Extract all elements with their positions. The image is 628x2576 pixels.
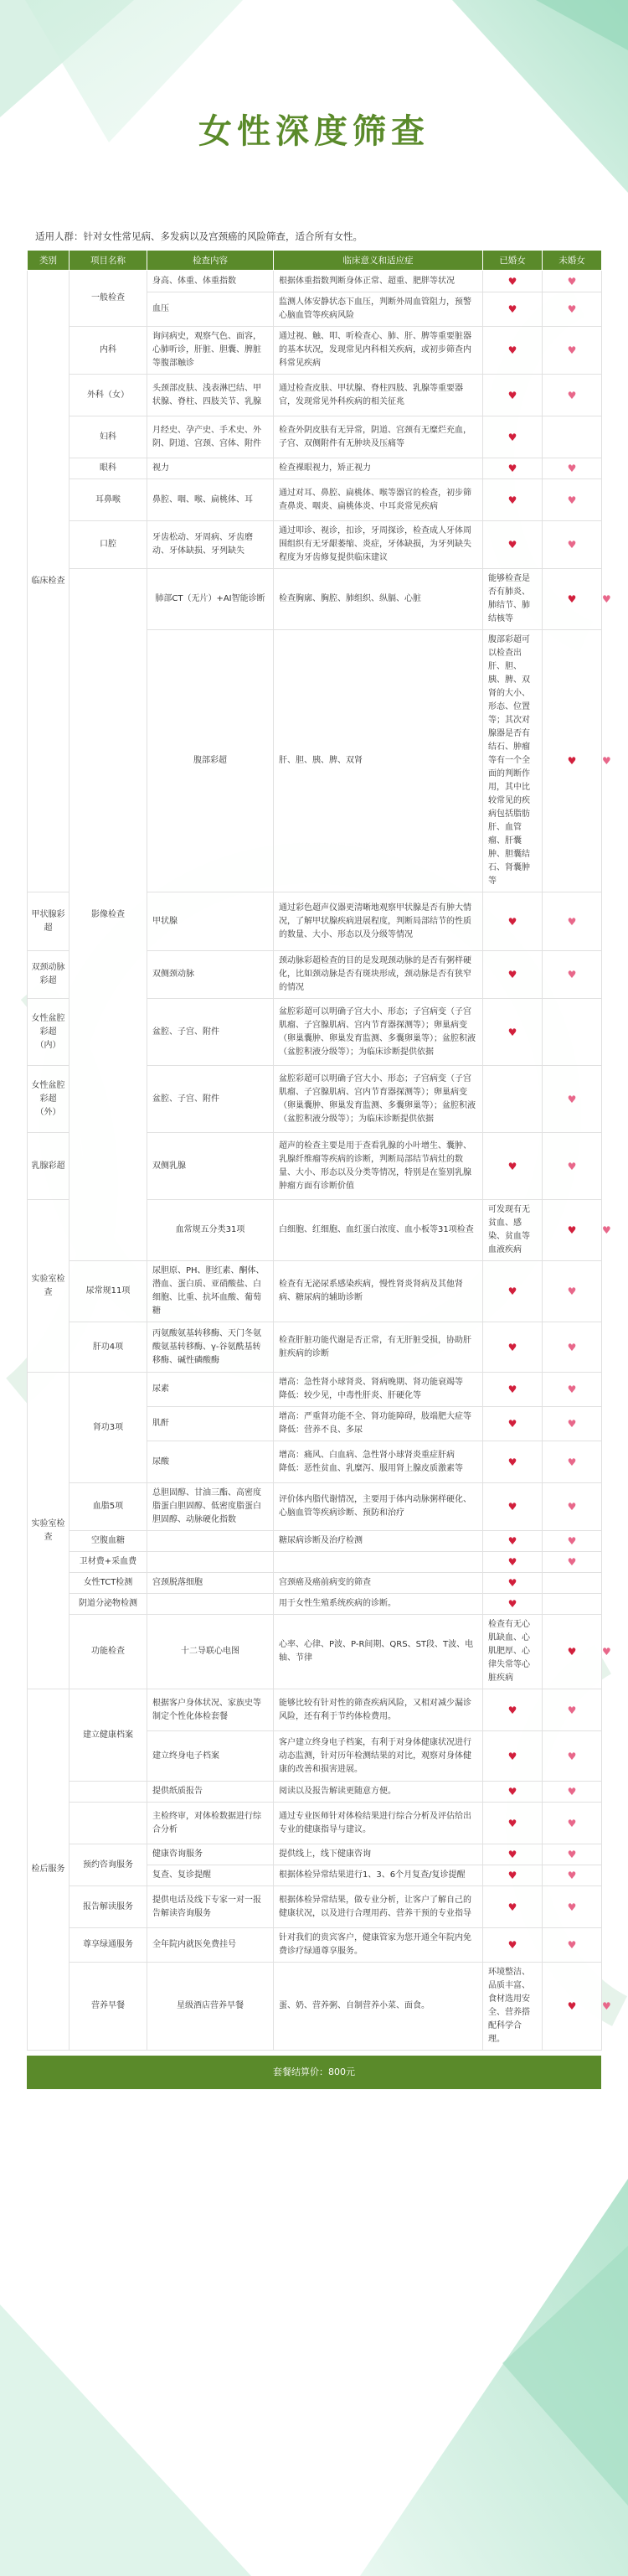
item-name-cell: 甲状腺彩超 bbox=[28, 892, 69, 951]
married-heart-icon: ♥ bbox=[483, 1322, 543, 1373]
married-heart-icon: ♥ bbox=[483, 1782, 543, 1803]
content-cell: 丙氨酸氨基转移酶、天门冬氨酸氨基转移酶、γ-谷氨酰基转移酶、碱性磷酸酶 bbox=[147, 1322, 274, 1373]
header-married: 已婚女 bbox=[483, 251, 543, 271]
married-heart-icon: ♥ bbox=[483, 1407, 543, 1441]
item-name-cell: 卫材费+采血费 bbox=[69, 1552, 147, 1573]
category-cell: 影像检查 bbox=[69, 569, 147, 1261]
item-name-cell: 十二导联心电图 bbox=[147, 1615, 274, 1689]
table-row bbox=[28, 375, 602, 416]
meaning-cell: 超声的检查主要是用于查看乳腺的小叶增生、囊肿、乳腺纤维瘤等疾病的诊断，判断局部结节病灶的数量、大小、形态以及分类等情况，特别是在鉴别乳腺肿瘤方面有诊断价值 bbox=[274, 1133, 483, 1200]
meaning-cell: 通过专业医师针对体检结果进行综合分析及评估给出专业的健康指导与建议。 bbox=[274, 1803, 483, 1844]
category-cell: 实验室检查 bbox=[28, 1200, 69, 1373]
category-cell: 功能检查 bbox=[69, 1615, 147, 1689]
package-card bbox=[27, 220, 611, 2089]
table-row bbox=[28, 1531, 602, 1552]
item-name-cell: 外科（女） bbox=[69, 375, 147, 416]
married-heart-icon: ♥ bbox=[483, 1483, 543, 1531]
meaning-cell: 能够检查是否有肺炎、肺结节、肺结核等 bbox=[483, 569, 543, 630]
content-cell: 提供电话及线下专家一对一报告解读咨询服务 bbox=[147, 1886, 274, 1928]
married-heart-icon: ♥ bbox=[483, 999, 543, 1066]
unmarried-heart-icon: ♥ bbox=[543, 1844, 602, 1865]
meaning-cell: 检查肝脏功能代谢是否正常，有无肝脏受损，协助肝脏疾病的诊断 bbox=[274, 1322, 483, 1373]
unmarried-heart-icon: ♥ bbox=[543, 951, 602, 999]
meaning-cell: 能够比较有针对性的筛查疾病风险，又相对减少漏诊风险，还有利于节约体检费用。 bbox=[274, 1689, 483, 1731]
meaning-cell: 评价体内脂代谢情况，主要用于体内动脉粥样硬化、心脑血管等疾病诊断、预防和治疗 bbox=[274, 1483, 483, 1531]
married-heart-icon: ♥ bbox=[483, 1731, 543, 1782]
table-row bbox=[28, 1928, 602, 1963]
item-name-cell: 双颈动脉彩超 bbox=[28, 951, 69, 999]
meaning-cell: 检查裸眼视力，矫正视力 bbox=[274, 458, 483, 479]
married-heart-icon: ♥ bbox=[543, 630, 602, 892]
price-footer: 套餐结算价：800元 bbox=[27, 2056, 601, 2089]
table-row: 影像检查 肺部CT（无片）+AI智能诊断 检查胸廓、胸腔、肺组织、纵膈、心脏 能够检查是否有肺炎、肺结节、肺结核等 ♥ ♥ bbox=[28, 569, 602, 630]
table-row bbox=[28, 1594, 602, 1615]
item-name-cell: 耳鼻喉 bbox=[69, 479, 147, 521]
table-row bbox=[28, 458, 602, 479]
table-row bbox=[28, 521, 602, 569]
content-cell: 视力 bbox=[147, 458, 274, 479]
item-name-cell: 妇科 bbox=[69, 416, 147, 458]
header-unmarried: 未婚女 bbox=[543, 251, 602, 271]
married-heart-icon: ♥ bbox=[483, 1552, 543, 1573]
unmarried-heart-icon: ♥ bbox=[543, 1782, 602, 1803]
married-heart-icon: ♥ bbox=[483, 1573, 543, 1594]
content-cell: 蛋、奶、营养粥、自制营养小菜、面食。 bbox=[274, 1963, 483, 2051]
married-heart-icon: ♥ bbox=[483, 1886, 543, 1928]
meaning-cell: 用于女性生殖系统疾病的诊断。 bbox=[274, 1594, 483, 1615]
married-heart-icon: ♥ bbox=[483, 271, 543, 292]
married-heart-icon: ♥ bbox=[483, 1261, 543, 1322]
unmarried-heart-icon: ♥ bbox=[543, 375, 602, 416]
married-heart-icon: ♥ bbox=[483, 892, 543, 951]
item-name-cell: 口腔 bbox=[69, 521, 147, 569]
unmarried-heart-icon: ♥ bbox=[543, 1483, 602, 1531]
item-name-cell: 报告解读服务 bbox=[69, 1886, 147, 1928]
unmarried-heart-icon bbox=[543, 999, 602, 1066]
header-category: 类别 bbox=[28, 251, 69, 271]
unmarried-heart-icon: ♥ bbox=[543, 1066, 602, 1133]
meaning-cell: 颈动脉彩超检查的目的是发现颈动脉的是否有粥样硬化，比如颈动脉是否有斑块形成，颈动脉是否有狭窄的情况 bbox=[274, 951, 483, 999]
married-heart-icon: ♥ bbox=[543, 1963, 602, 2051]
table-row bbox=[28, 271, 602, 292]
meaning-cell: 根据体检异常结果，做专业分析，让客户了解自己的健康状况，以及进行合理用药、营养干预的专业指导 bbox=[274, 1886, 483, 1928]
content-cell: 尿酸 bbox=[147, 1441, 274, 1483]
table-row bbox=[28, 327, 602, 375]
content-cell: 双侧颈动脉 bbox=[147, 951, 274, 999]
content-cell: 建立终身电子档案 bbox=[147, 1731, 274, 1782]
unmarried-heart-icon: ♥ bbox=[543, 1407, 602, 1441]
item-name-cell: 血脂5项 bbox=[69, 1483, 147, 1531]
married-heart-icon: ♥ bbox=[483, 1441, 543, 1483]
content-cell: 盆腔、子宫、附件 bbox=[147, 1066, 274, 1133]
meaning-cell: 针对我们的贵宾客户，健康管家为您开通全年院内免费诊疗绿通尊享服务。 bbox=[274, 1928, 483, 1963]
content-cell: 血压 bbox=[147, 292, 274, 327]
table-row: 腹部彩超 肝、胆、胰、脾、双肾 腹部彩超可以检查出肝、胆、胰、脾、双肾的大小、形态、位置等；其次对腺器是否有结石、肿瘤等有一个全面的判断作用，其中比较常见的疾病包括脂肪肝、血管瘤、肝囊肿、胆囊结石、肾囊肿等 ♥ ♥ bbox=[28, 630, 602, 892]
unmarried-heart-icon: ♥ bbox=[543, 1373, 602, 1407]
unmarried-heart-icon: ♥ bbox=[543, 271, 602, 292]
item-name-cell: 肾功3项 bbox=[69, 1373, 147, 1483]
table-row bbox=[28, 1573, 602, 1594]
category-cell: 检后服务 bbox=[28, 1689, 69, 2051]
meaning-cell: 腹部彩超可以检查出肝、胆、胰、脾、双肾的大小、形态、位置等；其次对腺器是否有结石、肿瘤等有一个全面的判断作用，其中比较常见的疾病包括脂肪肝、血管瘤、肝囊肿、胆囊结石、肾囊肿等 bbox=[483, 630, 543, 892]
content-cell: 盆腔、子宫、附件 bbox=[147, 999, 274, 1066]
meaning-cell: 糖尿病诊断及治疗检测 bbox=[274, 1531, 483, 1552]
table-row bbox=[28, 1552, 602, 1573]
item-name-cell: 血常规五分类31项 bbox=[147, 1200, 274, 1261]
unmarried-heart-icon: ♥ bbox=[543, 892, 602, 951]
married-heart-icon: ♥ bbox=[483, 458, 543, 479]
married-heart-icon: ♥ bbox=[483, 1594, 543, 1615]
meaning-cell: 根据体检异常结果进行1、3、6个月复查/复诊提醒 bbox=[274, 1865, 483, 1886]
meaning-cell: 监测人体安静状态下血压，判断外周血管阻力，预警心脑血管等疾病风险 bbox=[274, 292, 483, 327]
meaning-cell: 可发现有无贫血、感染、贫血等血液疾病 bbox=[483, 1200, 543, 1261]
content-cell: 身高、体重、体重指数 bbox=[147, 271, 274, 292]
unmarried-heart-icon: ♥ bbox=[543, 521, 602, 569]
category-cell: 营养早餐 bbox=[69, 1963, 147, 2051]
married-heart-icon: ♥ bbox=[483, 951, 543, 999]
table-row bbox=[28, 1689, 602, 1731]
table-row bbox=[28, 1886, 602, 1928]
table-row bbox=[28, 479, 602, 521]
unmarried-heart-icon: ♥ bbox=[543, 1865, 602, 1886]
unmarried-heart-icon: ♥ bbox=[543, 1803, 602, 1844]
table-row bbox=[28, 1803, 602, 1844]
item-name-cell: 尿常规11项 bbox=[69, 1261, 147, 1322]
meaning-cell: 环境整洁、品质丰富、食材选用安全、营养搭配科学合理。 bbox=[483, 1963, 543, 2051]
item-name-cell: 眼科 bbox=[69, 458, 147, 479]
content-cell: 主检终审，对体检数据进行综合分析 bbox=[147, 1803, 274, 1844]
married-heart-icon: ♥ bbox=[483, 521, 543, 569]
item-name-cell: 星级酒店营养早餐 bbox=[147, 1963, 274, 2051]
category-cell: 临床检查 bbox=[28, 271, 69, 892]
meaning-cell: 通过叩诊、视诊，扣诊，牙周探诊，检查成人牙体周围组织有无牙龈萎缩、炎症，牙体缺损，为牙列缺失程度为牙齿修复提供临床建议 bbox=[274, 521, 483, 569]
item-name-cell: 建立健康档案 bbox=[69, 1689, 147, 1782]
table-row bbox=[28, 1483, 602, 1531]
married-heart-icon: ♥ bbox=[483, 292, 543, 327]
meaning-cell: 盆腔彩超可以明确子宫大小、形态；子宫病变（子宫肌瘤、子宫腺肌病、宫内节育器探测等）；卵巢病变（卵巢囊肿、卵巢发育监测、多囊卵巢等）；盆腔积液（盆腔积液分级等）；为临床诊断提供依据 bbox=[274, 999, 483, 1066]
item-name-cell bbox=[69, 1782, 147, 1803]
meaning-cell: 宫颈癌及癌前病变的筛查 bbox=[274, 1573, 483, 1594]
meaning-cell: 通过对耳、鼻腔、扁桃体、喉等器官的检查，初步筛查鼻炎、咽炎、扁桃体炎、中耳炎常见疾病 bbox=[274, 479, 483, 521]
meaning-cell: 检查外阴皮肤有无异常，阴道、宫颈有无糜烂充血，子宫、双侧附件有无肿块及压痛等 bbox=[274, 416, 483, 458]
table-row bbox=[28, 416, 602, 458]
table-row: 营养早餐 星级酒店营养早餐 蛋、奶、营养粥、自制营养小菜、面食。 环境整洁、品质丰富、食材选用安全、营养搭配科学合理。 ♥ ♥ bbox=[28, 1963, 602, 2051]
table-row bbox=[28, 1782, 602, 1803]
header-meaning: 临床意义和适应症 bbox=[274, 251, 483, 271]
meaning-cell: 提供线上，线下健康咨询 bbox=[274, 1844, 483, 1865]
unmarried-heart-icon: ♥ bbox=[543, 458, 602, 479]
content-cell bbox=[147, 1531, 274, 1552]
content-cell: 提供纸质报告 bbox=[147, 1782, 274, 1803]
item-name-cell: 预约咨询服务 bbox=[69, 1844, 147, 1886]
item-name-cell: 肝功4项 bbox=[69, 1322, 147, 1373]
item-name-cell: 内科 bbox=[69, 327, 147, 375]
header-item: 项目名称 bbox=[69, 251, 147, 271]
unmarried-heart-icon: ♥ bbox=[543, 1689, 602, 1731]
content-cell bbox=[147, 1552, 274, 1573]
unmarried-heart-icon: ♥ bbox=[543, 1552, 602, 1573]
content-cell: 白细胞、红细胞、血红蛋白浓度、血小板等31项检查 bbox=[274, 1200, 483, 1261]
content-cell: 根据客户身体状况、家族史等制定个性化体检套餐 bbox=[147, 1689, 274, 1731]
married-heart-icon: ♥ bbox=[483, 1531, 543, 1552]
unmarried-heart-icon: ♥ bbox=[543, 1441, 602, 1483]
unmarried-heart-icon: ♥ bbox=[543, 327, 602, 375]
content-cell bbox=[147, 1594, 274, 1615]
meaning-cell: 检查有无泌尿系感染疾病，慢性肾炎肾病及其他肾病、糖尿病的辅助诊断 bbox=[274, 1261, 483, 1322]
unmarried-heart-icon: ♥ bbox=[543, 1928, 602, 1963]
item-name-cell: 肺部CT（无片）+AI智能诊断 bbox=[147, 569, 274, 630]
content-cell: 鼻腔、咽、喉、扁桃体、耳 bbox=[147, 479, 274, 521]
table-row bbox=[28, 1844, 602, 1865]
unmarried-heart-icon bbox=[543, 416, 602, 458]
content-cell: 头颈部皮肤、浅表淋巴结、甲状腺、脊柱、四肢关节、乳腺 bbox=[147, 375, 274, 416]
table-row: 实验室检查 血常规五分类31项 白细胞、红细胞、血红蛋白浓度、血小板等31项检查 可发现有无贫血、感染、贫血等血液疾病 ♥ ♥ bbox=[28, 1200, 602, 1261]
married-heart-icon: ♥ bbox=[483, 1928, 543, 1963]
married-heart-icon: ♥ bbox=[483, 1373, 543, 1407]
unmarried-heart-icon bbox=[543, 1573, 602, 1594]
meaning-cell: 阅读以及报告解读更随意方便。 bbox=[274, 1782, 483, 1803]
unmarried-heart-icon: ♥ bbox=[543, 292, 602, 327]
unmarried-heart-icon: ♥ bbox=[543, 1886, 602, 1928]
married-heart-icon: ♥ bbox=[483, 1803, 543, 1844]
item-name-cell: 女性TCT检测 bbox=[69, 1573, 147, 1594]
content-cell: 检查胸廓、胸腔、肺组织、纵膈、心脏 bbox=[274, 569, 483, 630]
checkup-table bbox=[27, 250, 611, 2051]
meaning-cell: 增高：严重肾功能不全、肾功能障碍，肢端肥大症等 降低：营养不良、多尿 bbox=[274, 1407, 483, 1441]
meaning-cell: 通过检查皮肤、甲状腺、脊柱四肢、乳腺等重要器官，发现常见外科疾病的相关征兆 bbox=[274, 375, 483, 416]
table-row bbox=[28, 1373, 602, 1407]
content-cell: 全年院内就医免费挂号 bbox=[147, 1928, 274, 1963]
married-heart-icon: ♥ bbox=[483, 375, 543, 416]
unmarried-heart-icon: ♥ bbox=[543, 1261, 602, 1322]
table-header-row bbox=[28, 251, 602, 271]
item-name-cell: 一般检查 bbox=[69, 271, 147, 327]
married-heart-icon: ♥ bbox=[483, 479, 543, 521]
item-name-cell: 乳腺彩超 bbox=[28, 1133, 69, 1200]
married-heart-icon: ♥ bbox=[483, 1133, 543, 1200]
married-heart-icon: ♥ bbox=[483, 327, 543, 375]
content-cell: 肝、胆、胰、脾、双肾 bbox=[274, 630, 483, 892]
unmarried-heart-icon bbox=[543, 1594, 602, 1615]
married-heart-icon: ♥ bbox=[483, 1689, 543, 1731]
content-cell: 月经史、孕产史、手术史、外阴、阴道、宫颈、宫体、附件 bbox=[147, 416, 274, 458]
content-cell: 尿素 bbox=[147, 1373, 274, 1407]
meaning-cell: 通过彩色超声仪器更清晰地观察甲状腺是否有肿大情况，了解甲状腺疾病进展程度，判断局部结节的性质的数量、大小、形态以及分级等情况 bbox=[274, 892, 483, 951]
content-cell: 心率、心律、P波、P-R间期、QRS、ST段、T波、电轴、节律 bbox=[274, 1615, 483, 1689]
table-row bbox=[28, 1322, 602, 1373]
meaning-cell: 客户建立终身电子档案，有利于对身体健康状况进行动态监测，针对历年检测结果的对比，观察对身体健康的改善和损害进展。 bbox=[274, 1731, 483, 1782]
content-cell: 双侧乳腺 bbox=[147, 1133, 274, 1200]
meaning-cell: 增高：急性肾小球肾炎、肾病晚期、肾功能衰竭等 降低：较少见，中毒性肝炎、肝硬化等 bbox=[274, 1373, 483, 1407]
meaning-cell bbox=[274, 1552, 483, 1573]
content-cell: 甲状腺 bbox=[147, 892, 274, 951]
intro-text: 适用人群：针对女性常见病、多发病以及宫颈癌的风险筛查，适合所有女性。 bbox=[35, 230, 363, 242]
unmarried-heart-icon: ♥ bbox=[543, 1731, 602, 1782]
meaning-cell: 通过视、触、叩、听检查心、肺、肝、脾等重要脏器的基本状况，发现常见内科相关疾病，或初步筛查内科常见疾病 bbox=[274, 327, 483, 375]
married-heart-icon: ♥ bbox=[543, 1200, 602, 1261]
meaning-cell: 盆腔彩超可以明确子宫大小、形态；子宫病变（子宫肌瘤、子宫腺肌病、宫内节育器探测等）；卵巢病变（卵巢囊肿、卵巢发育监测、多囊卵巢等）；盆腔积液（盆腔积液分级等）；为临床诊断提供依据 bbox=[274, 1066, 483, 1133]
married-heart-icon: ♥ bbox=[483, 1865, 543, 1886]
item-name-cell bbox=[69, 1803, 147, 1844]
category-cell: 实验室检查 bbox=[28, 1373, 69, 1689]
content-cell: 牙齿松动、牙周病、牙齿磨动、牙体缺损、牙列缺失 bbox=[147, 521, 274, 569]
meaning-cell: 根据体重指数判断身体正常、超重、肥胖等状况 bbox=[274, 271, 483, 292]
content-cell: 总胆固醇、甘油三酯、高密度脂蛋白胆固醇、低密度脂蛋白胆固醇、动脉硬化指数 bbox=[147, 1483, 274, 1531]
item-name-cell: 腹部彩超 bbox=[147, 630, 274, 892]
item-name-cell: 女性盆腔彩超（外） bbox=[28, 1066, 69, 1133]
item-name-cell: 空腹血糖 bbox=[69, 1531, 147, 1552]
item-name-cell: 尊享绿通服务 bbox=[69, 1928, 147, 1963]
content-cell: 询问病史，观察气色、面容，心肺听诊，肝脏、胆囊、脾脏等腹部触诊 bbox=[147, 327, 274, 375]
content-cell: 尿胆原、PH、胆红素、酮体、潜血、蛋白质、亚硝酸盐、白细胞、比重、抗坏血酸、葡萄糖 bbox=[147, 1261, 274, 1322]
meaning-cell: 检查有无心肌缺血、心肌肥厚、心律失常等心脏疾病 bbox=[483, 1615, 543, 1689]
unmarried-heart-icon: ♥ bbox=[543, 479, 602, 521]
content-cell: 健康咨询服务 bbox=[147, 1844, 274, 1865]
table-row: 功能检查 十二导联心电图 心率、心律、P波、P-R间期、QRS、ST段、T波、电轴、节律 检查有无心肌缺血、心肌肥厚、心律失常等心脏疾病 ♥ ♥ bbox=[28, 1615, 602, 1689]
married-heart-icon: ♥ bbox=[543, 569, 602, 630]
table-row bbox=[28, 1261, 602, 1322]
married-heart-icon bbox=[483, 1066, 543, 1133]
married-heart-icon: ♥ bbox=[543, 1615, 602, 1689]
unmarried-heart-icon: ♥ bbox=[543, 1133, 602, 1200]
item-name-cell: 女性盆腔彩超（内） bbox=[28, 999, 69, 1066]
married-heart-icon: ♥ bbox=[483, 1844, 543, 1865]
page-title: 女性深度筛查 bbox=[198, 112, 430, 151]
content-cell: 复查、复诊提醒 bbox=[147, 1865, 274, 1886]
header-content: 检查内容 bbox=[147, 251, 274, 271]
content-cell: 肌酐 bbox=[147, 1407, 274, 1441]
item-name-cell: 阴道分泌物检测 bbox=[69, 1594, 147, 1615]
meaning-cell: 增高：痛风、白血病、急性肾小球肾炎重症肝病 降低：恶性贫血、乳糜泻、服用肾上腺皮质激素等 bbox=[274, 1441, 483, 1483]
married-heart-icon: ♥ bbox=[483, 416, 543, 458]
unmarried-heart-icon: ♥ bbox=[543, 1531, 602, 1552]
content-cell: 宫颈脱落细胞 bbox=[147, 1573, 274, 1594]
unmarried-heart-icon: ♥ bbox=[543, 1322, 602, 1373]
